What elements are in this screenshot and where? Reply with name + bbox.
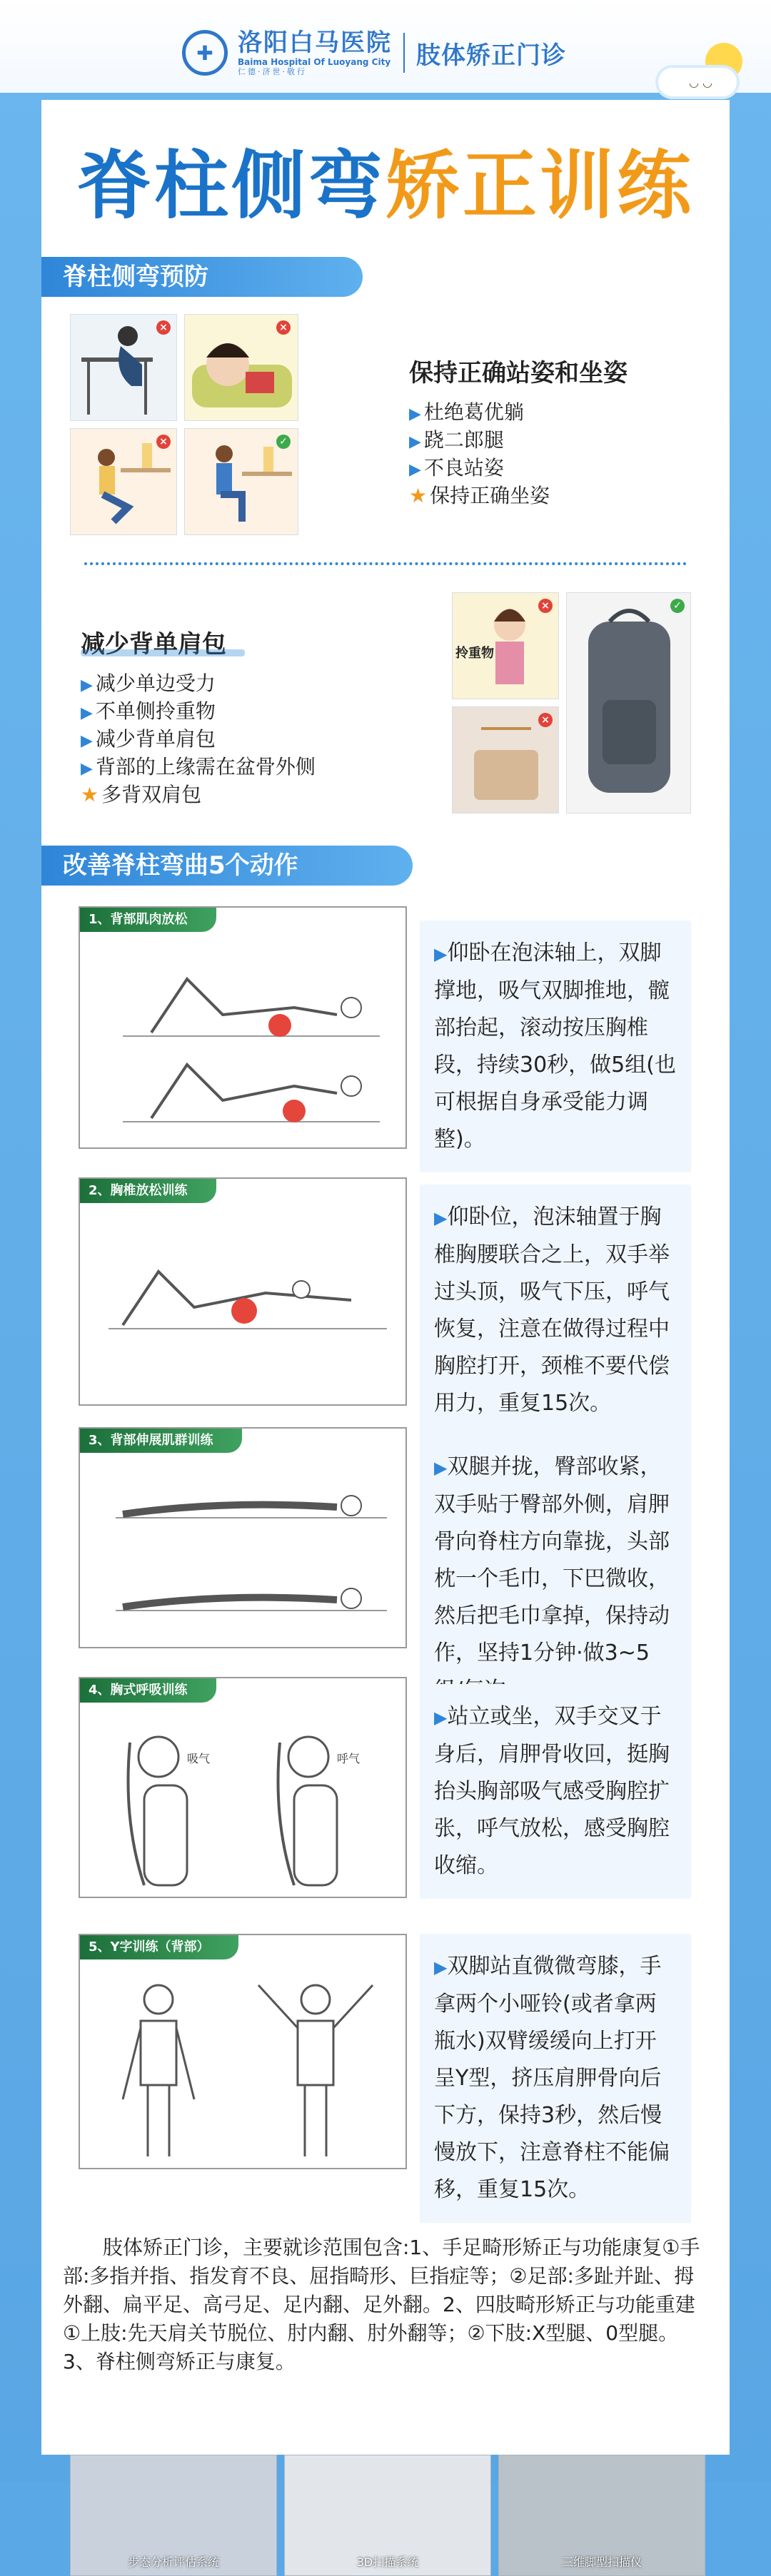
section-tab-prevention: 脊柱侧弯预防 <box>41 257 363 297</box>
posture-list <box>409 400 550 509</box>
equipment-gallery <box>41 2455 730 2576</box>
triangle-bullet-icon: ▶ <box>434 1708 448 1728</box>
bag-heading-underline <box>81 649 245 656</box>
equipment-caption: 3D扫描系统 <box>356 2555 419 2569</box>
clinic-name: 肢体矫正门诊 <box>416 41 566 70</box>
bag-photo-shoulder-bag <box>452 706 559 813</box>
exercise-4-label: 4、胸式呼吸训练 <box>80 1678 216 1703</box>
equipment-photo-3d-scan <box>284 2455 491 2576</box>
cross-badge-icon: × <box>156 435 171 449</box>
list-item: ▶ 杜绝葛优躺 <box>409 400 524 424</box>
triangle-bullet-icon: ▶ <box>434 1957 448 1977</box>
content-card <box>41 100 730 2569</box>
heavy-load-label: 拎重物 <box>455 646 494 661</box>
exercise-3-illustration <box>79 1427 407 1648</box>
exercise-3-text: ▶双腿并拢，臀部收紧，双手贴于臀部外侧，肩胛骨向脊柱方向靠拢，头部枕一个毛巾，下巴微收，然后把毛巾拿掉，保持动作，坚持1分钟·做3~5 <box>420 1434 691 1723</box>
cloud-face-icon: ◡ ◡ <box>688 76 712 89</box>
list-item: ▶ 减少背单肩包 <box>81 727 216 751</box>
bag-photo-backpack <box>566 592 691 813</box>
cross-badge-icon: × <box>538 713 553 727</box>
equipment-caption: 三维脚型扫描仪 <box>561 2555 642 2569</box>
exercise-2-text: ▶仰卧位，泡沫轴置于胸椎胸腰联合之上，双手举过头顶，吸气下压，呼气恢复，注意在做得过程中胸腔打开，颈椎不要代偿用力，重复15次。 <box>420 1185 691 1436</box>
check-badge-icon: ✓ <box>276 435 291 449</box>
triangle-bullet-icon: ▶ <box>409 461 421 479</box>
cross-badge-icon: × <box>156 320 171 335</box>
exercise-2-illustration <box>79 1177 407 1406</box>
bag-photo-heavy-load <box>452 592 559 699</box>
exercise-4-text: ▶站立或坐，双手交叉于身后，肩胛骨收回，挺胸抬头胸部吸气感受胸腔扩张，呼气放松，感受胸腔收缩。 <box>420 1684 691 1899</box>
exercise-4-illustration <box>79 1677 407 1898</box>
title-part-1: 脊柱侧弯 <box>76 142 386 229</box>
star-bullet-icon: ★ <box>409 484 428 507</box>
hospital-names <box>238 29 392 77</box>
equipment-photo-foot-scanner <box>498 2455 705 2576</box>
exercise-3-label: 3、背部伸展肌群训练 <box>80 1429 242 1453</box>
exhale-label: 呼气 <box>337 1752 361 1765</box>
inhale-label: 吸气 <box>187 1752 211 1765</box>
posture-photo-lying-sofa <box>184 314 298 421</box>
hospital-brand <box>182 29 566 77</box>
posture-photo-desk-slouch <box>70 314 177 421</box>
posture-photo-correct-sitting <box>184 428 298 535</box>
equipment-photo-gait <box>70 2455 277 2576</box>
triangle-bullet-icon: ▶ <box>81 676 93 694</box>
triangle-bullet-icon: ▶ <box>409 405 421 423</box>
posture-photo-crossed-legs <box>70 428 177 535</box>
triangle-bullet-icon: ▶ <box>409 433 421 451</box>
cross-badge-icon: × <box>538 599 553 613</box>
cross-badge-icon: × <box>276 320 291 335</box>
exercise-1-illustration <box>79 906 407 1149</box>
triangle-bullet-icon: ▶ <box>81 732 93 750</box>
triangle-bullet-icon: ▶ <box>434 1458 448 1478</box>
list-item: ▶ 不良站姿 <box>409 456 504 480</box>
header-divider <box>403 33 405 73</box>
clinic-scope-paragraph: 肢体矫正门诊，主要就诊范围包含:1、手足畸形矫正与功能康复①手部:多指并指、指发育不良、屈指畸形、巨指症等；②足部:多趾并趾、拇外翻、扁平足、高弓足、足内翻、足外翻。2、四肢畸形矫正与功能重建①上肢:先天肩关节脱位、肘内翻、肘外翻等；②下肢:X型腿、0型腿。3、脊柱侧弯矫正与康复。 <box>63 2236 700 2373</box>
hospital-name-cn: 洛阳白马医院 <box>238 29 392 57</box>
bag-heading: 减少背单肩包 <box>81 630 226 659</box>
hospital-logo-icon: ✚ <box>182 30 228 76</box>
page-title <box>41 143 730 228</box>
section-tab-exercises: 改善脊柱弯曲5个动作 <box>41 846 413 886</box>
triangle-bullet-icon: ▶ <box>81 704 93 722</box>
exercise-1-label: 1、背部肌肉放松 <box>80 908 216 932</box>
exercise-5-text: ▶双脚站直微微弯膝，手拿两个小哑铃(或者拿两瓶水)双臂缓缓向上打开呈Y型，挤压肩胛骨向后下方，保持3秒，然后慢慢放下，注意脊柱不能偏移，重复15次。 <box>420 1934 691 2223</box>
exercise-5-illustration <box>79 1934 407 2169</box>
check-badge-icon: ✓ <box>670 599 685 613</box>
exercise-2-label: 2、胸椎放松训练 <box>80 1179 216 1203</box>
title-part-2: 矫正训练 <box>386 142 695 229</box>
list-item: ▶ 跷二郎腿 <box>409 428 504 452</box>
bag-list <box>81 671 316 808</box>
triangle-bullet-icon: ▶ <box>434 1208 448 1228</box>
hospital-name-en: Baima Hospital Of Luoyang City <box>238 57 391 67</box>
triangle-bullet-icon: ▶ <box>434 944 448 964</box>
posture-heading: 保持正确站姿和坐姿 <box>409 359 628 387</box>
equipment-caption: 步态分析评估系统 <box>127 2555 219 2569</box>
star-bullet-icon: ★ <box>81 783 99 806</box>
exercise-1-text: ▶仰卧在泡沫轴上，双脚撑地，吸气双脚推地，髋部抬起，滚动按压胸椎段，持续30秒，做5组(也可根据自身承受能力调整)。 <box>420 921 691 1172</box>
list-item: ★ 保持正确坐姿 <box>409 484 550 507</box>
list-item: ★ 多背双肩包 <box>81 783 202 806</box>
exercise-5-label: 5、Y字训练（背部） <box>80 1935 238 1959</box>
hospital-motto: 仁德·济世·敬行 <box>238 67 307 76</box>
list-item: ▶ 不单侧拎重物 <box>81 699 216 723</box>
section-divider <box>84 562 687 565</box>
list-item: ▶ 减少单边受力 <box>81 671 216 695</box>
triangle-bullet-icon: ▶ <box>81 760 93 778</box>
header <box>0 0 771 93</box>
list-item: ▶ 背部的上缘需在盆骨外侧 <box>81 755 316 779</box>
